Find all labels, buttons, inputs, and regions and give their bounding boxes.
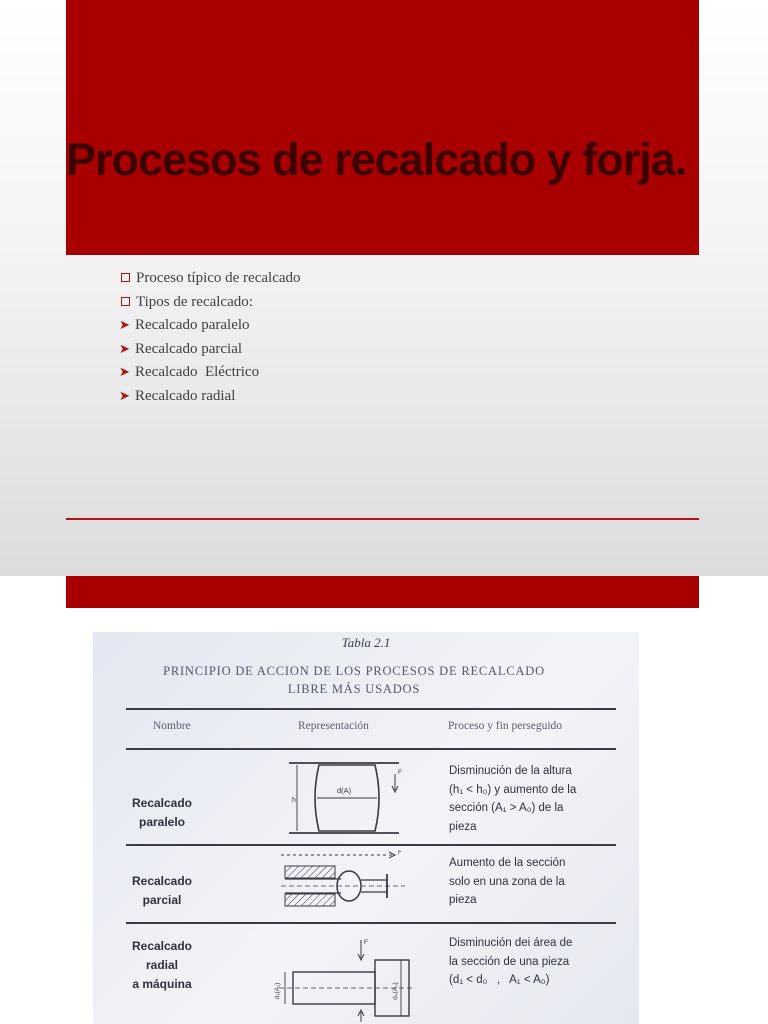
diagram-label-right-dimension: d₀(A₀) — [392, 982, 399, 1000]
arrow-icon: ➤ — [119, 341, 130, 357]
column-header-representation: Representación — [298, 720, 369, 732]
row-rule — [126, 844, 616, 846]
header-rule — [126, 748, 616, 750]
scanned-table-image — [93, 632, 639, 1024]
arrow-icon: ➤ — [119, 365, 130, 380]
partial-upsetting-diagram — [279, 850, 409, 922]
diagram-label-force: F — [364, 939, 368, 946]
divider-line — [66, 518, 699, 520]
row-name-paralelo: Recalcado paralelo — [131, 796, 193, 829]
list-item — [118, 267, 301, 291]
arrow-icon: ➤ — [119, 388, 130, 404]
list-item-label: Recalcado Eléctrico — [135, 364, 260, 380]
list-item — [118, 291, 301, 315]
table-number: Tabla 2.1 — [341, 635, 391, 650]
slide-2-title-band — [66, 576, 699, 608]
row-rule — [126, 922, 616, 924]
parallel-upsetting-diagram — [283, 756, 413, 840]
diagram-label-diameter: d(A) — [337, 786, 352, 795]
diagram-label-height: h — [292, 797, 296, 804]
table-title-line-2: LIBRE MÁS USADOS — [287, 682, 421, 696]
column-header-process: Proceso y fin perseguido — [448, 720, 563, 732]
list-item — [118, 361, 301, 385]
row-name-parcial: Recalcado parcial — [131, 874, 193, 907]
checkbox-icon — [121, 273, 130, 282]
bullet-list — [118, 267, 301, 408]
table-title-line-1: PRINCIPIO DE ACCION DE LOS PROCESOS DE RECALCADO — [163, 664, 545, 678]
arrow-icon: ➤ — [119, 318, 130, 333]
list-item — [118, 314, 301, 338]
row-description-paralelo: Disminución de la altura (h₁ < h₀) y aumento de la sección (A₁ > A₀) de la pieza — [449, 765, 577, 833]
list-item-label: Recalcado parcial — [135, 340, 243, 357]
column-header-name: Nombre — [153, 720, 191, 732]
row-name-radial: Recalcado radial a máquina — [131, 939, 193, 991]
radial-upsetting-diagram — [271, 932, 416, 1024]
diagram-label-force: F — [398, 850, 402, 856]
diagram-label-force: F — [398, 769, 402, 776]
list-item-label: Recalcado paralelo — [135, 317, 250, 333]
checkbox-icon — [121, 297, 130, 306]
row-description-radial: Disminución dei área de la sección de una pieza (d₁ < d₀ , A₁ < A₀) — [449, 937, 573, 986]
diagram-label-left-dimension: d₁(A₁) — [274, 982, 281, 1000]
slide-title: Procesos de recalcado y forja. — [66, 134, 687, 185]
row-description-parcial: Aumento de la sección solo en una zona de la pieza — [449, 857, 566, 906]
list-item — [118, 385, 301, 409]
title-band — [66, 0, 699, 255]
list-item-label: Recalcado radial — [135, 387, 236, 404]
list-item-label: Tipos de recalcado: — [136, 293, 253, 310]
table-top-rule — [126, 708, 616, 710]
list-item — [118, 338, 301, 362]
list-item-label: Proceso típico de recalcado — [136, 270, 301, 286]
